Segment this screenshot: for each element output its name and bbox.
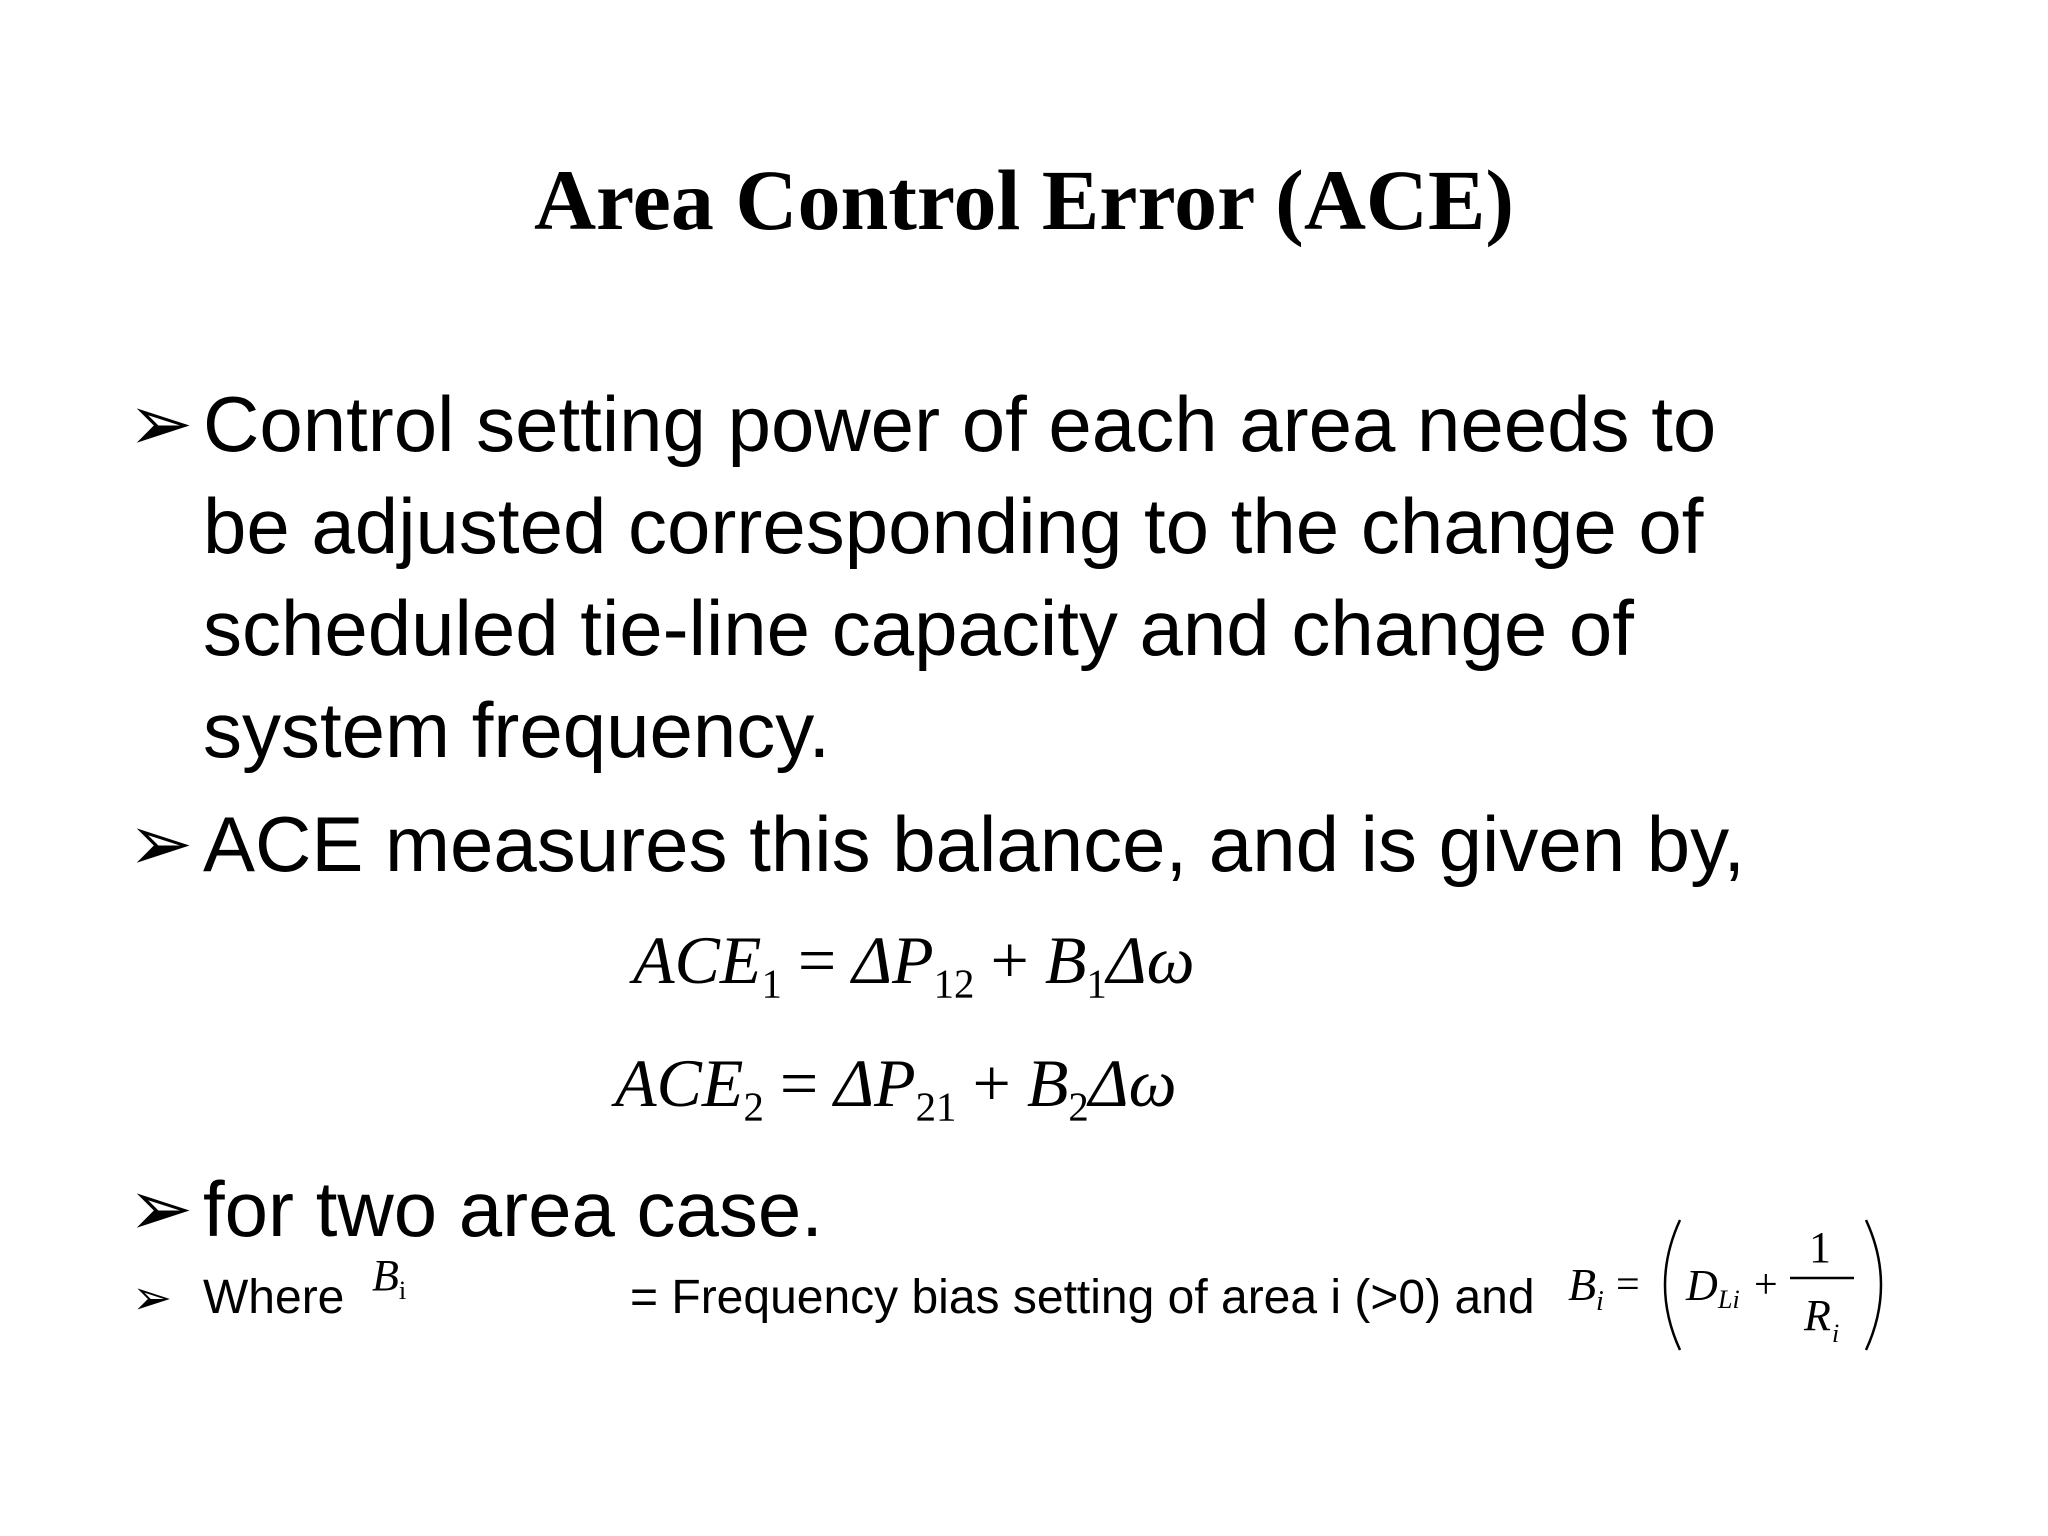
eq-lhs: ACE bbox=[615, 1045, 744, 1121]
formula-lhs-sub: i bbox=[1596, 1286, 1604, 1317]
eq-equals: = bbox=[797, 922, 837, 998]
bullet-line: system frequency. bbox=[203, 686, 831, 774]
eq-delta-p: ΔP bbox=[852, 922, 934, 998]
eq-lhs-sub: 2 bbox=[743, 1084, 764, 1130]
eq-plus: + bbox=[972, 1045, 1011, 1121]
bias-symbol-b: B bbox=[372, 1251, 399, 1300]
formula-numerator: 1 bbox=[1809, 1223, 1831, 1272]
bullet-line: be adjusted corresponding to the change of bbox=[203, 482, 1704, 570]
left-paren-icon bbox=[1665, 1220, 1680, 1350]
bullet-line: Control setting power of each area needs to bbox=[203, 380, 1717, 468]
eq-b: B bbox=[1026, 1045, 1069, 1121]
equation-ace1 bbox=[633, 920, 1195, 1024]
formula-equals: = bbox=[1616, 1262, 1640, 1308]
formula-plus: + bbox=[1754, 1262, 1778, 1308]
bullet-line: ACE measures this balance, and is given by, bbox=[203, 800, 1746, 888]
bias-formula bbox=[1568, 1210, 1898, 1360]
bullet-arrow-icon: ➢ bbox=[128, 799, 194, 889]
eq-lhs: ACE bbox=[633, 922, 762, 998]
eq-delta-omega: Δω bbox=[1088, 1045, 1177, 1121]
eq-delta-p: ΔP bbox=[834, 1045, 916, 1121]
eq-b-sub: 1 bbox=[1086, 961, 1107, 1007]
eq-lhs-sub: 1 bbox=[761, 961, 782, 1007]
equation-ace2 bbox=[615, 1043, 1177, 1147]
bias-description: = Frequency bias setting of area i (>0) and bbox=[630, 1271, 1535, 1324]
eq-b-sub: 2 bbox=[1068, 1084, 1089, 1130]
bullet-line: scheduled tie-line capacity and change of bbox=[203, 584, 1634, 672]
eq-delta-omega: Δω bbox=[1106, 922, 1195, 998]
bullet-arrow-icon: ➢ bbox=[128, 1164, 194, 1254]
bullet-text bbox=[203, 373, 1903, 781]
bullet-arrow-icon: ➢ bbox=[128, 379, 194, 469]
eq-delta-p-sub: 12 bbox=[933, 961, 975, 1007]
bullet-arrow-icon: ➢ bbox=[132, 1270, 173, 1326]
formula-d: D bbox=[1686, 1261, 1718, 1310]
right-paren-icon bbox=[1866, 1220, 1881, 1350]
bias-symbol bbox=[372, 1250, 406, 1306]
formula-denominator-sub: i bbox=[1832, 1319, 1840, 1348]
bullet-line: Where bbox=[203, 1271, 345, 1324]
eq-b: B bbox=[1044, 922, 1087, 998]
eq-equals: = bbox=[779, 1045, 819, 1121]
formula-d-sub: Li bbox=[1718, 1285, 1740, 1314]
bullet-line: for two area case. bbox=[203, 1165, 823, 1253]
bias-symbol-sub: i bbox=[398, 1275, 407, 1306]
bullet-text bbox=[203, 793, 1903, 895]
slide-title: Area Control Error (ACE) bbox=[533, 152, 1515, 248]
formula-lhs: B bbox=[1568, 1259, 1597, 1310]
eq-delta-p-sub: 21 bbox=[915, 1084, 957, 1130]
formula-denominator: R bbox=[1804, 1291, 1831, 1340]
eq-plus: + bbox=[990, 922, 1029, 998]
